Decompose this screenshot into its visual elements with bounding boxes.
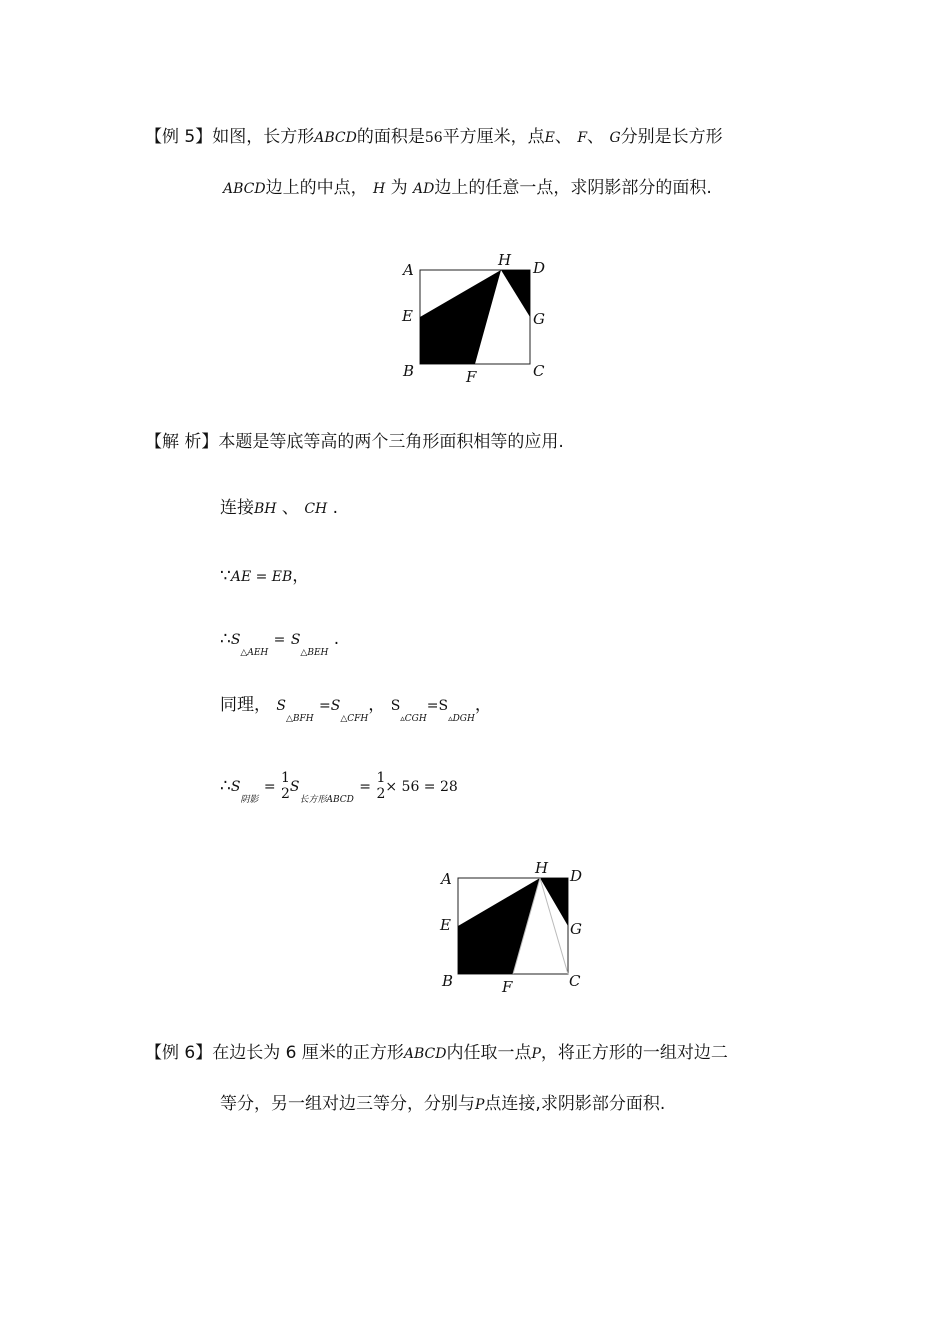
subscript: ▵DGH [448, 714, 475, 724]
math: E [544, 130, 555, 146]
analysis-text: 本题是等底等高的两个三角形面积相等的应用. [218, 432, 564, 452]
math: CH [304, 501, 328, 517]
math: = [319, 698, 331, 714]
denominator: 2 [376, 786, 386, 802]
text: ，将正方形的一组对边二 [540, 1043, 728, 1063]
example5-line1 [145, 125, 723, 150]
math: = [273, 632, 286, 648]
math: G [609, 130, 621, 146]
label-f: F [466, 368, 477, 386]
subscript: ▵CGH [400, 714, 427, 724]
label-b: B [442, 972, 454, 990]
math: × 56 = 28 [385, 779, 458, 795]
fraction-half [281, 770, 290, 802]
example5-line2 [223, 176, 712, 201]
step-therefore-1 [220, 627, 340, 658]
subscript: △BFH [286, 714, 314, 724]
text: . [332, 498, 339, 518]
math: ABCD [223, 181, 266, 197]
text: 在边长为 6 厘米的正方形 [212, 1043, 404, 1063]
analysis-heading [145, 430, 564, 454]
therefore-symbol: ∴ [220, 776, 231, 796]
label-e: E [440, 916, 451, 934]
math: AD [413, 181, 435, 197]
text: ， [474, 695, 492, 715]
numerator: 1 [376, 770, 386, 786]
text: 的面积是 [356, 127, 425, 147]
math: P [531, 1046, 541, 1062]
subscript: △BEH [300, 648, 329, 658]
because-symbol: ∵ [220, 566, 231, 586]
analysis-label: 【解 析】 [145, 432, 219, 452]
example6-line2 [220, 1092, 665, 1117]
equation: AE = EB [230, 569, 293, 585]
label-h: H [498, 251, 512, 269]
math: F [577, 130, 588, 146]
label-b: B [403, 362, 415, 380]
text: 、 [281, 498, 299, 518]
text: 为 [390, 178, 408, 198]
example6-line1 [145, 1041, 728, 1066]
text: 连接 [220, 498, 254, 518]
text: 边上的任意一点，求阴影部分的面积. [434, 178, 712, 198]
example5-label: 【例 5】 [145, 127, 213, 147]
text: 等分，另一组对边三等分，分别与 [220, 1094, 475, 1114]
label-a: A [441, 870, 452, 888]
text: 平方厘米，点 [442, 127, 545, 147]
text: ， [292, 566, 310, 586]
step-because [220, 564, 309, 589]
figure-1 [395, 245, 555, 390]
label-g: G [570, 920, 582, 938]
label-g: G [533, 310, 545, 328]
label-e: E [402, 307, 413, 325]
math: S [230, 632, 241, 648]
math: P [475, 1097, 485, 1113]
math: = [359, 779, 372, 795]
numerator: 1 [280, 770, 290, 786]
subscript: 长方形ABCD [299, 795, 354, 805]
shaded-quadrilateral [458, 878, 540, 974]
text: 、 [554, 127, 572, 147]
label-d: D [570, 867, 583, 885]
math: ABCD [314, 130, 357, 146]
label-h: H [535, 859, 549, 877]
shaded-triangle [540, 878, 568, 926]
math: 56 [424, 130, 443, 146]
text: 如图，长方形 [212, 127, 315, 147]
label-c: C [569, 972, 581, 990]
step-therefore-2 [220, 770, 458, 805]
math: = [263, 779, 276, 795]
text: . [333, 629, 340, 649]
subscript: 阴影 [240, 795, 259, 805]
example6-label: 【例 6】 [145, 1043, 213, 1063]
math: ABCD [403, 1046, 447, 1062]
label-f: F [502, 978, 513, 996]
math: BH [254, 501, 277, 517]
step-similarly [220, 693, 492, 724]
text: 点连接,求阴影部分面积. [484, 1094, 666, 1114]
math: S [330, 698, 341, 714]
math: S [230, 779, 241, 795]
math: S [276, 698, 286, 714]
step-connect [220, 496, 338, 521]
figure-2 [435, 855, 595, 1000]
label-d: D [533, 259, 546, 277]
math: S [289, 779, 300, 795]
math: S [290, 632, 301, 648]
subscript: △AEH [240, 648, 269, 658]
text: 分别是长方形 [620, 127, 723, 147]
text: 、 [587, 127, 605, 147]
math: S [438, 698, 449, 714]
denominator: 2 [280, 786, 290, 802]
subscript: △CFH [340, 714, 369, 724]
shaded-quadrilateral [420, 270, 501, 364]
math: = [426, 698, 439, 714]
shaded-triangle [501, 270, 530, 317]
text: ， [368, 695, 386, 715]
text: 内任取一点 [446, 1043, 532, 1063]
text: 同理， [220, 695, 271, 715]
text: 边上的中点， [265, 178, 368, 198]
math: H [373, 181, 386, 197]
label-a: A [403, 261, 414, 279]
label-c: C [533, 362, 545, 380]
therefore-symbol: ∴ [220, 629, 231, 649]
math: S [390, 698, 401, 714]
